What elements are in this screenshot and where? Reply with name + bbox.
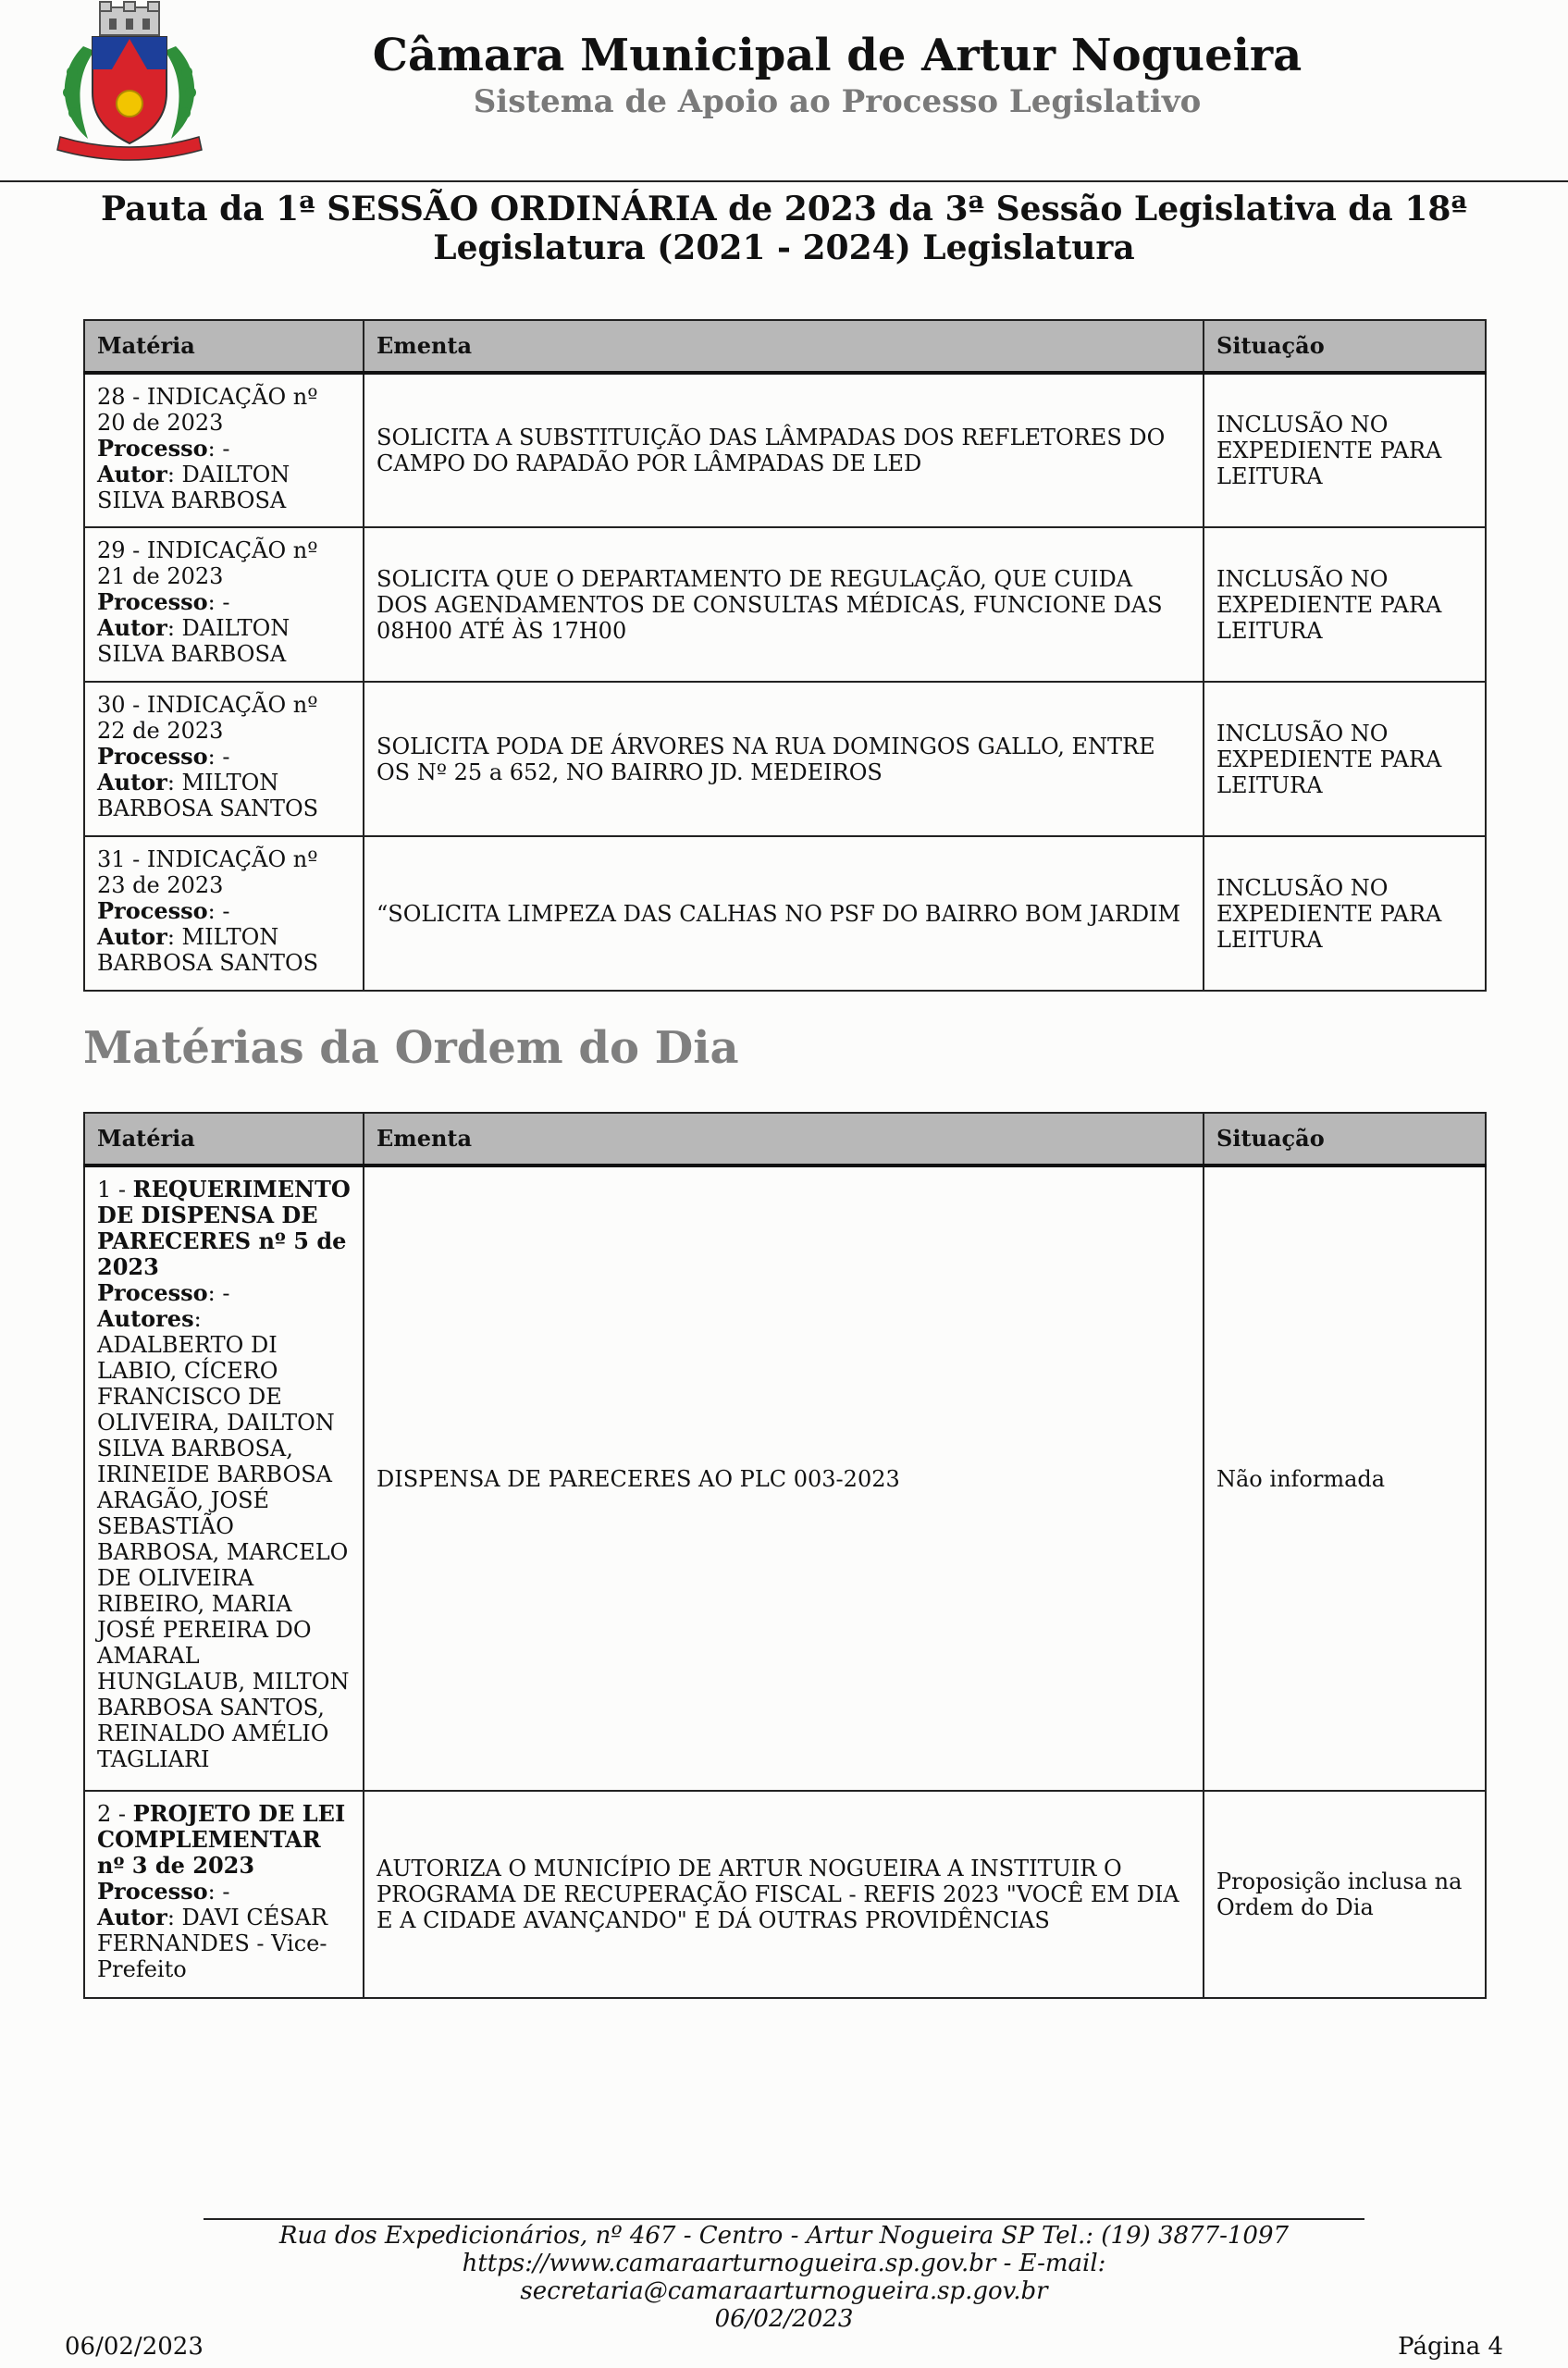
ementa-cell: DISPENSA DE PARECERES AO PLC 003-2023: [364, 1166, 1204, 1791]
table-row: [84, 682, 1486, 836]
processo-label: Processo: [97, 897, 208, 924]
expediente-table: [83, 319, 1487, 992]
autores-value: ADALBERTO DI LABIO, CÍCERO FRANCISCO DE OLIVEIRA, DAILTON SILVA BARBOSA, IRINEIDE BARBOSA ARAGÃO, JOSÉ SEBASTIÃO BARBOSA, MARCELO DE OLIVEIRA RIBEIRO, MARIA JOSÉ PEREIRA DO AMARAL HUNGLAUB, MILTON BARBOSA SANTOS, REINALDO AMÉLIO TAGLIARI: [97, 1332, 350, 1772]
ementa-cell: AUTORIZA O MUNICÍPIO DE ARTUR NOGUEIRA A INSTITUIR O PROGRAMA DE RECUPERAÇÃO FISCAL - REFIS 2023 "VOCÊ EM DIA E A CIDADE AVANÇANDO" E DÁ OUTRAS PROVIDÊNCIAS: [364, 1791, 1204, 1998]
materia-title: 31 - INDICAÇÃO nº 23 de 2023: [97, 846, 318, 898]
autor-value: DAILTON SILVA BARBOSA: [97, 462, 290, 513]
processo-value: -: [222, 898, 230, 924]
ordem-heading: Matérias da Ordem do Dia: [83, 1022, 739, 1074]
materia-cell: 1 - REQUERIMENTO DE DISPENSA DE PARECERES nº 5 de 2023 Processo: - Autores: ADALBERTO DI LABIO, CÍCERO FRANCISCO DE OLIVEIRA, DAILTON SILVA BARBOSA, IRINEIDE BARBOSA ARAGÃO, JOSÉ SEBASTIÃO BARBOSA, MARCELO DE OLIVEIRA RIBEIRO, MARIA JOSÉ PEREIRA DO AMARAL HUNGLAUB, MILTON BARBOSA SANTOS, REINALDO AMÉLIO TAGLIARI: [84, 1166, 364, 1791]
processo-label: Processo: [97, 588, 208, 615]
materia-title: 28 - INDICAÇÃO nº 20 de 2023: [97, 384, 318, 436]
table-row: [84, 527, 1486, 682]
processo-value: -: [222, 744, 230, 770]
autor-value: DAVI CÉSAR FERNANDES - Vice-Prefeito: [97, 1905, 328, 1982]
autor-label: Autor: [97, 461, 167, 487]
processo-value: -: [222, 1280, 230, 1306]
col-situacao-header: Situação: [1204, 1113, 1486, 1166]
materia-title: 29 - INDICAÇÃO nº 21 de 2023: [97, 537, 318, 589]
page-number: Página 4: [1398, 2333, 1503, 2361]
situacao-cell: Não informada: [1204, 1166, 1486, 1791]
ementa-cell: SOLICITA PODA DE ÁRVORES NA RUA DOMINGOS GALLO, ENTRE OS Nº 25 a 652, NO BAIRRO JD. MEDEIROS: [364, 682, 1204, 836]
situacao-cell: Proposição inclusa na Ordem do Dia: [1204, 1791, 1486, 1998]
situacao-cell: INCLUSÃO NO EXPEDIENTE PARA LEITURA: [1204, 836, 1486, 991]
autor-label: Autor: [97, 769, 167, 796]
materia-cell: 30 - INDICAÇÃO nº 22 de 2023 Processo: - Autor: MILTON BARBOSA SANTOS: [84, 682, 364, 836]
processo-value: -: [222, 436, 230, 462]
table-row: [84, 1166, 1486, 1791]
materia-cell: 2 - PROJETO DE LEI COMPLEMENTAR nº 3 de 2023 Processo: - Autor: DAVI CÉSAR FERNANDES - Vice-Prefeito: [84, 1791, 364, 1998]
page-header: [0, 0, 1568, 182]
materia-num: 2 -: [97, 1801, 133, 1827]
processo-value: -: [222, 1879, 230, 1905]
situacao-cell: INCLUSÃO NO EXPEDIENTE PARA LEITURA: [1204, 373, 1486, 527]
autor-label: Autor: [97, 614, 167, 641]
autores-label: Autores: [97, 1305, 194, 1332]
table-row: [84, 836, 1486, 991]
col-situacao-header: Situação: [1204, 320, 1486, 373]
pauta-title: Pauta da 1ª SESSÃO ORDINÁRIA de 2023 da 3ª Sessão Legislativa da 18ª Legislatura (2021 - 2024) Legislatura: [101, 190, 1467, 267]
col-materia-header: Matéria: [84, 320, 364, 373]
col-ementa-header: Ementa: [364, 320, 1204, 373]
materia-title: PROJETO DE LEI COMPLEMENTAR nº 3 de 2023: [97, 1800, 346, 1879]
table-row: [84, 373, 1486, 527]
autor-label: Autor: [97, 1904, 167, 1930]
processo-label: Processo: [97, 1878, 208, 1905]
ementa-cell: SOLICITA QUE O DEPARTAMENTO DE REGULAÇÃO, QUE CUIDA DOS AGENDAMENTOS DE CONSULTAS MÉDICAS, FUNCIONE DAS 08H00 ATÉ ÀS 17H00: [364, 527, 1204, 682]
autor-value: DAILTON SILVA BARBOSA: [97, 615, 290, 667]
situacao-cell: INCLUSÃO NO EXPEDIENTE PARA LEITURA: [1204, 527, 1486, 682]
footer-address: [204, 2222, 1364, 2333]
system-name: Sistema de Apoio ao Processo Legislativo: [473, 83, 1202, 120]
processo-label: Processo: [97, 743, 208, 770]
materia-cell: 29 - INDICAÇÃO nº 21 de 2023 Processo: - Autor: DAILTON SILVA BARBOSA: [84, 527, 364, 682]
ementa-cell: SOLICITA A SUBSTITUIÇÃO DAS LÂMPADAS DOS REFLETORES DO CAMPO DO RAPADÃO POR LÂMPADAS DE LED: [364, 373, 1204, 527]
footer-date: 06/02/2023: [65, 2333, 204, 2361]
processo-value: -: [222, 589, 230, 615]
ordem-table: [83, 1112, 1487, 1999]
materia-cell: 31 - INDICAÇÃO nº 23 de 2023 Processo: - Autor: MILTON BARBOSA SANTOS: [84, 836, 364, 991]
processo-label: Processo: [97, 435, 208, 462]
table-header-row: [84, 320, 1486, 373]
org-name: Câmara Municipal de Artur Nogueira: [372, 30, 1303, 81]
materia-title: 30 - INDICAÇÃO nº 22 de 2023: [97, 692, 318, 744]
col-ementa-header: Ementa: [364, 1113, 1204, 1166]
coat-of-arms-icon: [46, 0, 213, 171]
footer-address-text: Rua dos Expedicionários, nº 467 - Centro - Artur Nogueira SP Tel.: (19) 3877-1097 https://www.camaraarturnogueira.sp.gov.br - E-mail: secretaria@camaraarturnogueira.sp.gov.br: [278, 2222, 1290, 2305]
materia-title: REQUERIMENTO DE DISPENSA DE PARECERES nº 5 de 2023: [97, 1176, 351, 1280]
autor-label: Autor: [97, 923, 167, 950]
situacao-cell: INCLUSÃO NO EXPEDIENTE PARA LEITURA: [1204, 682, 1486, 836]
footer-divider: [204, 2218, 1364, 2220]
processo-label: Processo: [97, 1279, 208, 1306]
autor-value: MILTON BARBOSA SANTOS: [97, 924, 319, 976]
footer-address-date: 06/02/2023: [714, 2305, 854, 2333]
materia-num: 1 -: [97, 1177, 133, 1202]
table-header-row: [84, 1113, 1486, 1166]
autor-value: MILTON BARBOSA SANTOS: [97, 770, 319, 821]
materia-cell: 28 - INDICAÇÃO nº 20 de 2023 Processo: - Autor: DAILTON SILVA BARBOSA: [84, 373, 364, 527]
ementa-cell: “SOLICITA LIMPEZA DAS CALHAS NO PSF DO BAIRRO BOM JARDIM: [364, 836, 1204, 991]
table-row: [84, 1791, 1486, 1998]
col-materia-header: Matéria: [84, 1113, 364, 1166]
